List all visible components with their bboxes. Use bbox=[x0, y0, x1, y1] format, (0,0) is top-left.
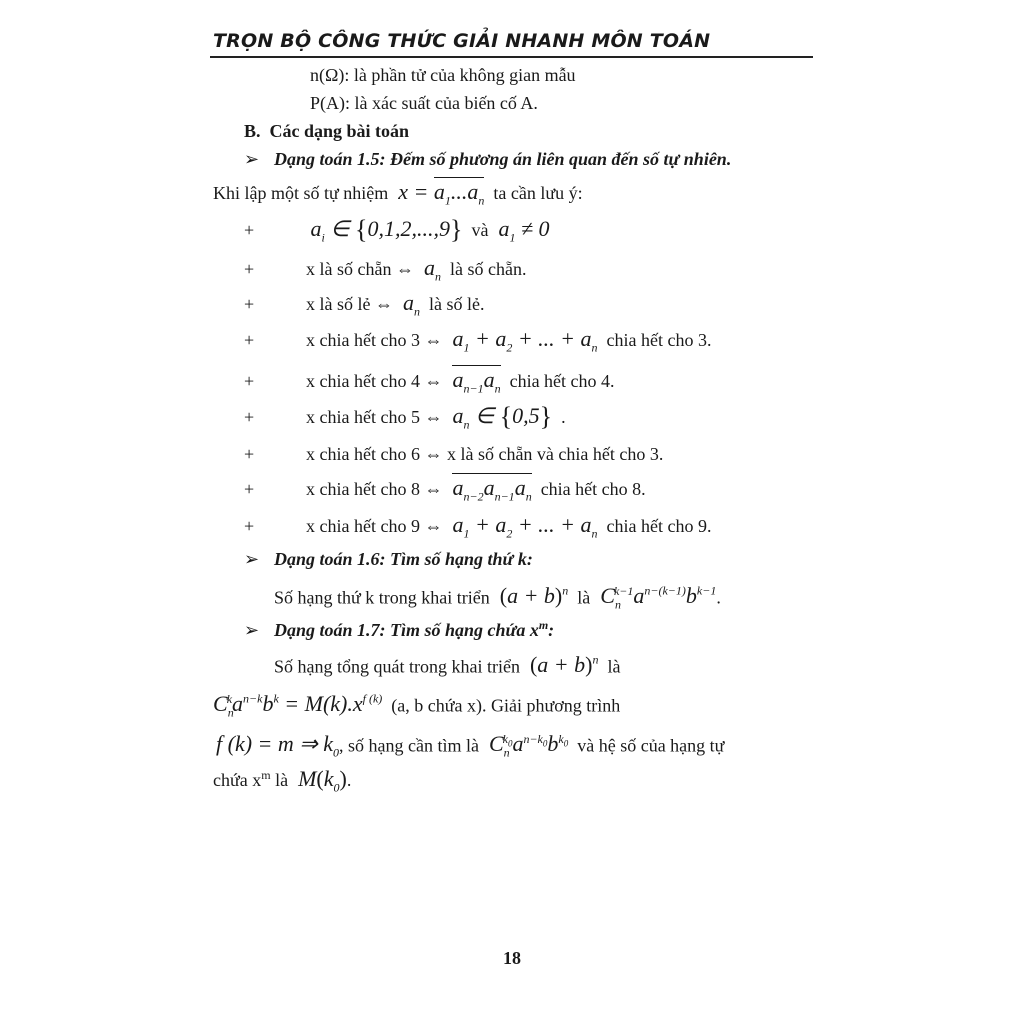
digit-range-formula: $a_i$ ∈ {0,1,2,...,9} bbox=[310, 215, 463, 245]
rule-formula: $a_n$ bbox=[418, 255, 441, 284]
rule-even bbox=[244, 257, 526, 287]
dang17-text-after: là bbox=[607, 656, 621, 677]
rule-formula: $a_n$ ∈ {0,5} bbox=[446, 402, 553, 432]
rule-text-after: chia hết cho 9. bbox=[606, 516, 712, 536]
dang17-text: (a, b chứa x). Giải phương trình bbox=[391, 695, 621, 716]
plus-bullet: + bbox=[244, 294, 255, 314]
rule-div4 bbox=[244, 369, 615, 399]
dang17-heading bbox=[244, 614, 554, 641]
and-text: và bbox=[471, 220, 489, 240]
rule-text: x chia hết cho 6 ⇔ x là số chẵn và chia hết cho 3. bbox=[306, 444, 664, 464]
rule-div9 bbox=[244, 514, 712, 544]
plus-bullet: + bbox=[244, 516, 255, 536]
arrow-bullet-icon: ➢ bbox=[244, 549, 260, 569]
rule-text: x chia hết cho 3 ⇔ bbox=[306, 330, 443, 350]
page-number: 18 bbox=[503, 948, 521, 968]
equation-formula: f (k) = m ⇒ $k_0$ bbox=[216, 731, 339, 760]
dang16-heading bbox=[244, 548, 533, 570]
dang17-text: chứa x bbox=[213, 770, 262, 790]
dang17-text: , số hạng cần tìm là bbox=[338, 735, 479, 756]
dang17-line4: chứa $x^m$ là $M(k_0)$. bbox=[213, 766, 352, 795]
section-b-heading bbox=[244, 120, 409, 142]
dang17-title-end: : bbox=[548, 620, 555, 640]
dang16-body: Số hạng thứ k trong khai triển $(a + b)^n$ là $C_n^{k-1}a^{n-(k-1)}b^{k-1}$. bbox=[274, 583, 721, 612]
arrow-bullet-icon: ➢ bbox=[244, 149, 260, 169]
plus-bullet: + bbox=[244, 330, 255, 350]
arrow-bullet-icon: ➢ bbox=[244, 620, 260, 640]
dang16-title: Dạng toán 1.6: Tìm số hạng thứ k: bbox=[274, 549, 533, 569]
binomial-formula: $(a + b)^n$ bbox=[529, 652, 599, 678]
plus-bullet: + bbox=[244, 444, 255, 464]
rule-text-after: là số chẵn. bbox=[449, 259, 527, 279]
rule-div3 bbox=[244, 328, 712, 358]
plus-bullet: + bbox=[244, 407, 255, 427]
dang17-line2 bbox=[213, 688, 620, 724]
plus-bullet: + bbox=[244, 220, 255, 240]
dang17-title: Dạng toán 1.7: Tìm số hạng chứa x bbox=[274, 620, 539, 640]
rule-div5 bbox=[244, 402, 566, 435]
n-omega-line: n(Ω): là phần tử của không gian mẫu bbox=[310, 65, 576, 85]
rule-text-after: chia hết cho 3. bbox=[606, 330, 712, 350]
p-a-line: P(A): là xác suất của biến cố A. bbox=[310, 93, 538, 113]
intro-text: Khi lập một số tự nhiệm bbox=[213, 183, 389, 203]
kth-term-formula: $C_n^{k-1}a^{n-(k-1)}b^{k-1}$ bbox=[594, 583, 717, 612]
rule-text: x chia hết cho 4 ⇔ bbox=[306, 371, 443, 391]
rule-text-after: chia hết cho 8. bbox=[540, 479, 646, 499]
first-digit-nonzero-formula: $a_1 \ne 0$ bbox=[492, 216, 550, 245]
dang17-title-sup: m bbox=[538, 618, 549, 632]
rule-text: x là số chẵn ⇔ bbox=[306, 259, 414, 279]
general-term-formula: $C_n^ka^{n-k}b^k = M(k).x^{f (k)}$ bbox=[213, 691, 383, 720]
rule-formula: $a_1 + a_2$ + ... + $a_n$ bbox=[446, 326, 598, 355]
dang15-heading bbox=[244, 148, 731, 170]
section-b-title: Các dạng bài toán bbox=[269, 121, 410, 141]
rule-div8 bbox=[244, 477, 646, 507]
plus-bullet: + bbox=[244, 371, 255, 391]
dang16-text: Số hạng thứ k trong khai triển bbox=[274, 587, 490, 608]
term-formula: $C_n^{k_0}a^{n-k_0}b^{k_0}$ bbox=[483, 731, 569, 760]
number-formula: $x = a_1...a_n$ bbox=[392, 179, 485, 208]
rule-text: x chia hết cho 9 ⇔ bbox=[306, 516, 443, 536]
plus-bullet: + bbox=[244, 479, 255, 499]
dang17-sup: m bbox=[261, 768, 271, 782]
binomial-formula: $(a + b)^n$ bbox=[499, 583, 569, 609]
dang17-text: Số hạng tổng quát trong khai triển bbox=[274, 656, 520, 677]
page-header-title: TRỌN BỘ CÔNG THỨC GIẢI NHANH MÔN TOÁN bbox=[213, 30, 711, 52]
plus-bullet: + bbox=[244, 259, 255, 279]
dang15-title: Dạng toán 1.5: Đếm số phương án liên quan đến số tự nhiên. bbox=[274, 149, 732, 169]
dang16-text-mid: là bbox=[577, 587, 591, 608]
dang17-line3 bbox=[216, 728, 724, 764]
header-divider bbox=[210, 56, 813, 58]
section-b-label: B. bbox=[244, 121, 261, 141]
rule-text-after: . bbox=[561, 407, 566, 427]
rule-formula: $a_n$ bbox=[397, 290, 420, 319]
intro-text-after: ta cần lưu ý: bbox=[493, 183, 583, 203]
dang17-text-mid: là bbox=[270, 770, 289, 790]
rule-formula: $a_1 + a_2$ + ... + $a_n$ bbox=[446, 512, 598, 541]
rule-text: x chia hết cho 5 ⇔ bbox=[306, 407, 443, 427]
dang15-intro bbox=[213, 181, 583, 211]
coefficient-formula: $M(k_0)$ bbox=[292, 766, 347, 795]
dang17-line1 bbox=[274, 649, 620, 677]
rule-formula: $a_{n-2}a_{n-1}a_n$ bbox=[452, 475, 532, 504]
rule-text-after: chia hết cho 4. bbox=[509, 371, 615, 391]
rule-text: x chia hết cho 8 ⇔ bbox=[306, 479, 443, 499]
rule-div6 bbox=[244, 443, 663, 465]
rule-formula: $a_{n-1}a_n$ bbox=[452, 367, 501, 396]
rule-text-after: là số lẻ. bbox=[429, 294, 485, 314]
dang17-text-after: và hệ số của hạng tự bbox=[577, 735, 725, 756]
rule-odd bbox=[244, 292, 485, 322]
rule-text: x là số lẻ ⇔ bbox=[306, 294, 393, 314]
rule-digit-range bbox=[244, 215, 550, 248]
